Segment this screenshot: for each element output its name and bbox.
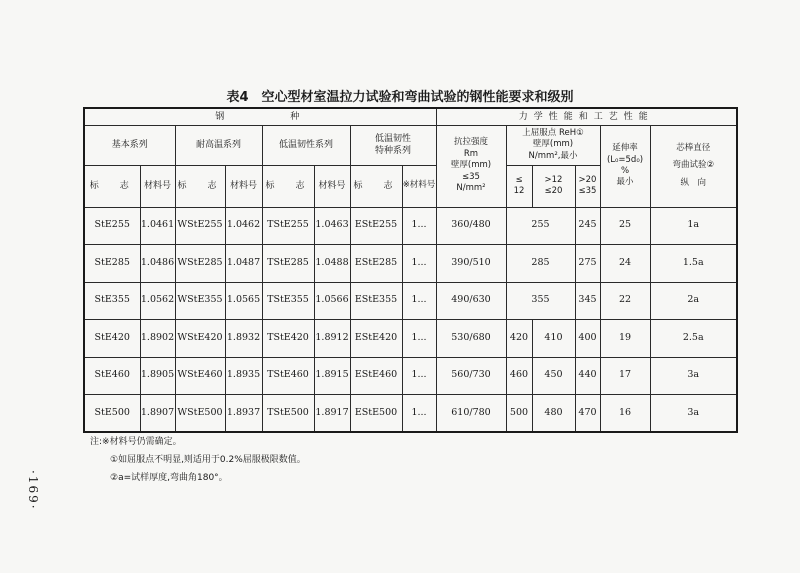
- heat-series-header: 耐高温系列: [175, 125, 262, 165]
- cell-y2: 450: [532, 357, 575, 395]
- cell-y2: 255: [506, 207, 575, 245]
- cell-l-no: 1.0488: [314, 245, 350, 283]
- cell-y1: 500: [506, 395, 532, 433]
- page-number: ·169·: [26, 470, 40, 511]
- cell-h-mark: WStE285: [175, 245, 225, 283]
- steel-properties-table: [83, 107, 738, 433]
- table-row: [84, 245, 737, 283]
- cell-y3: 245: [575, 207, 600, 245]
- steel-group-header: 钢 种: [84, 108, 436, 125]
- cell-b-mark: StE460: [84, 357, 140, 395]
- table-row: [84, 357, 737, 395]
- cell-l-mark: TStE460: [262, 357, 314, 395]
- cell-b-no: 1.8907: [140, 395, 175, 433]
- yield-header: 上屈服点 ReH① 壁厚(mm) N/mm²,最小: [506, 125, 600, 165]
- cell-elong: 24: [600, 245, 650, 283]
- lowtemp-series-header: 低温韧性系列: [262, 125, 350, 165]
- note-line: ①如屈服点不明显,则适用于0.2%屈服极限数值。: [110, 455, 306, 465]
- cell-bend: 2a: [650, 282, 737, 320]
- cell-elong: 16: [600, 395, 650, 433]
- cell-y2: 285: [506, 245, 575, 283]
- cell-s-mark: EStE285: [350, 245, 402, 283]
- cell-l-no: 1.8917: [314, 395, 350, 433]
- cell-bend: 3a: [650, 395, 737, 433]
- heat-mark-header: 标 志: [175, 165, 225, 207]
- cell-h-mark: WStE355: [175, 282, 225, 320]
- cell-s-mark: EStE500: [350, 395, 402, 433]
- basic-mark-header: 标 志: [84, 165, 140, 207]
- cell-b-mark: StE500: [84, 395, 140, 433]
- cell-bend: 2.5a: [650, 320, 737, 358]
- note-line: 注:※材料号仍需确定。: [90, 437, 182, 447]
- cell-s-no: 1...: [402, 320, 436, 358]
- cell-y3: 470: [575, 395, 600, 433]
- cell-b-no: 1.8905: [140, 357, 175, 395]
- cell-s-mark: EStE460: [350, 357, 402, 395]
- cell-y2: 355: [506, 282, 575, 320]
- cell-y3: 400: [575, 320, 600, 358]
- cell-l-mark: TStE355: [262, 282, 314, 320]
- cell-y1: 420: [506, 320, 532, 358]
- tensile-header: 抗拉强度 Rm 壁厚(mm) ≤35 N/mm²: [436, 125, 506, 207]
- cell-rm: 490/630: [436, 282, 506, 320]
- cell-s-no: 1...: [402, 282, 436, 320]
- cell-l-mark: TStE255: [262, 207, 314, 245]
- table-title: 表4 空心型材室温拉力试验和弯曲试验的钢性能要求和级别: [226, 90, 574, 105]
- cell-h-mark: WStE420: [175, 320, 225, 358]
- yield-col3-header: >20 ≤35: [575, 165, 600, 207]
- cell-elong: 17: [600, 357, 650, 395]
- cell-rm: 530/680: [436, 320, 506, 358]
- cell-elong: 25: [600, 207, 650, 245]
- cell-s-no: 1...: [402, 357, 436, 395]
- cell-y3: 440: [575, 357, 600, 395]
- cell-rm: 610/780: [436, 395, 506, 433]
- cell-s-no: 1...: [402, 207, 436, 245]
- cell-l-no: 1.8912: [314, 320, 350, 358]
- table-notes: [90, 433, 306, 487]
- table-row: [84, 282, 737, 320]
- bend-header: 芯棒直径 弯曲试验② 纵 向: [650, 125, 737, 207]
- cell-l-no: 1.0566: [314, 282, 350, 320]
- cell-l-mark: TStE285: [262, 245, 314, 283]
- cell-bend: 1a: [650, 207, 737, 245]
- cell-h-mark: WStE255: [175, 207, 225, 245]
- table-row: [84, 320, 737, 358]
- cell-rm: 390/510: [436, 245, 506, 283]
- cell-h-no: 1.8937: [225, 395, 262, 433]
- cell-y2: 410: [532, 320, 575, 358]
- cell-bend: 3a: [650, 357, 737, 395]
- cell-h-no: 1.0487: [225, 245, 262, 283]
- cell-b-no: 1.8902: [140, 320, 175, 358]
- basic-series-header: 基本系列: [84, 125, 175, 165]
- cell-elong: 22: [600, 282, 650, 320]
- cell-b-no: 1.0562: [140, 282, 175, 320]
- note-line: ②a=试样厚度,弯曲角180°。: [110, 473, 228, 483]
- lowtemp-mark-header: 标 志: [262, 165, 314, 207]
- cell-s-mark: EStE420: [350, 320, 402, 358]
- special-no-header: ※材料号: [402, 165, 436, 207]
- cell-rm: 360/480: [436, 207, 506, 245]
- cell-h-mark: WStE460: [175, 357, 225, 395]
- elongation-header: 延伸率 (L₀=5d₀) % 最小: [600, 125, 650, 207]
- cell-h-mark: WStE500: [175, 395, 225, 433]
- cell-y1: 460: [506, 357, 532, 395]
- cell-l-no: 1.8915: [314, 357, 350, 395]
- cell-y3: 345: [575, 282, 600, 320]
- cell-s-mark: EStE255: [350, 207, 402, 245]
- special-mark-header: 标 志: [350, 165, 402, 207]
- special-series-header: 低温韧性 特种系列: [350, 125, 436, 165]
- cell-h-no: 1.0565: [225, 282, 262, 320]
- cell-b-mark: StE355: [84, 282, 140, 320]
- cell-elong: 19: [600, 320, 650, 358]
- cell-b-mark: StE420: [84, 320, 140, 358]
- cell-h-no: 1.0462: [225, 207, 262, 245]
- yield-col1-header: ≤ 12: [506, 165, 532, 207]
- cell-y3: 275: [575, 245, 600, 283]
- cell-l-mark: TStE420: [262, 320, 314, 358]
- cell-bend: 1.5a: [650, 245, 737, 283]
- table-row: [84, 207, 737, 245]
- cell-rm: 560/730: [436, 357, 506, 395]
- heat-no-header: 材料号: [225, 165, 262, 207]
- cell-l-mark: TStE500: [262, 395, 314, 433]
- lowtemp-no-header: 材料号: [314, 165, 350, 207]
- cell-h-no: 1.8932: [225, 320, 262, 358]
- cell-h-no: 1.8935: [225, 357, 262, 395]
- yield-col2-header: >12 ≤20: [532, 165, 575, 207]
- table-row: [84, 395, 737, 433]
- cell-s-mark: EStE355: [350, 282, 402, 320]
- cell-y2: 480: [532, 395, 575, 433]
- cell-s-no: 1...: [402, 245, 436, 283]
- basic-no-header: 材料号: [140, 165, 175, 207]
- mech-group-header: 力学性能和工艺性能: [436, 108, 737, 125]
- cell-l-no: 1.0463: [314, 207, 350, 245]
- cell-b-mark: StE285: [84, 245, 140, 283]
- cell-b-no: 1.0486: [140, 245, 175, 283]
- cell-b-mark: StE255: [84, 207, 140, 245]
- cell-b-no: 1.0461: [140, 207, 175, 245]
- cell-s-no: 1...: [402, 395, 436, 433]
